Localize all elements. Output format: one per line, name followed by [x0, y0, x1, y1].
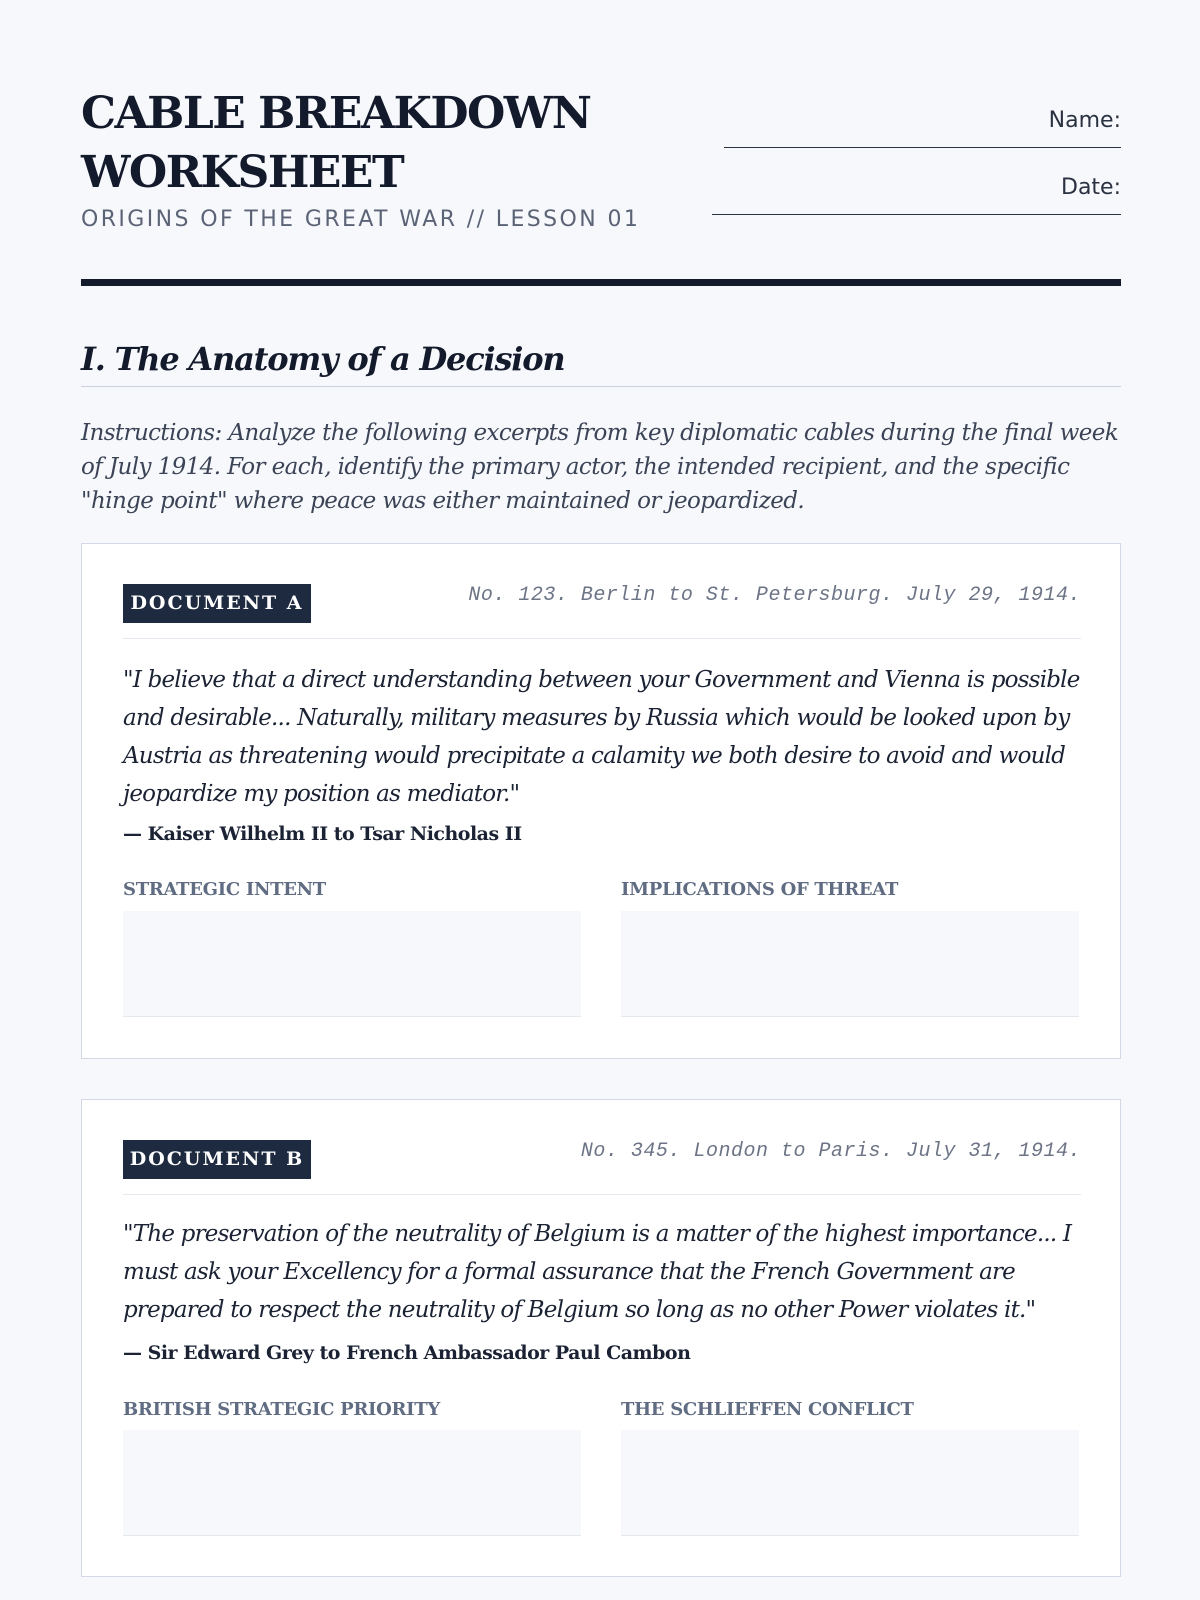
implications-of-threat-answer-box[interactable] [621, 911, 1079, 1017]
strategic-intent-answer-box[interactable] [123, 911, 581, 1017]
document-tag: DOCUMENT A [123, 584, 311, 623]
document-tag: DOCUMENT B [123, 1140, 311, 1179]
document-quote: "The preservation of the neutrality of Belgium is a matter of the highest importance... I must ask your Excellency for a formal assurance that the French Government are prepared to respect the neutrality of Belgium so long as no other Power violates it." [123, 1221, 1072, 1323]
british-strategic-priority-label: BRITISH STRATEGIC PRIORITY [123, 1399, 440, 1420]
name-label: Name: [1048, 108, 1121, 133]
section-title: I. The Anatomy of a Decision [81, 340, 1121, 387]
date-line[interactable] [712, 214, 1121, 215]
document-header [123, 1140, 1081, 1195]
date-field[interactable] [712, 175, 1121, 215]
document-meta: No. 123. Berlin to St. Petersburg. July 29, 1914. [468, 584, 1081, 607]
implications-of-threat-label: IMPLICATIONS OF THREAT [621, 879, 899, 900]
strategic-intent-label: STRATEGIC INTENT [123, 879, 326, 900]
document-attribution: — Kaiser Wilhelm II to Tsar Nicholas II [123, 823, 522, 845]
instructions: Instructions: Analyze the following excerpts from key diplomatic cables during the final week of July 1914. For each, identify the primary actor, the intended recipient, and the specific "hinge point" where peace was either maintained or jeopardized. [81, 420, 1119, 514]
document-card-b [81, 1099, 1121, 1577]
document-header [123, 584, 1081, 639]
worksheet-header [81, 84, 1121, 244]
document-meta: No. 345. London to Paris. July 31, 1914. [580, 1140, 1081, 1163]
document-quote: "I believe that a direct understanding between your Government and Vienna is possible and desirable... Naturally, military measures by Russia which would be looked upon by Austria as threatening would precipitate a calamity we both desire to avoid and would jeopardize my position as mediator." [123, 667, 1080, 807]
document-attribution: — Sir Edward Grey to French Ambassador Paul Cambon [123, 1342, 691, 1364]
name-field[interactable] [724, 108, 1121, 148]
header-divider [81, 279, 1121, 286]
schlieffen-conflict-label: THE SCHLIEFFEN CONFLICT [621, 1399, 914, 1420]
name-line[interactable] [724, 147, 1121, 148]
date-label: Date: [1061, 175, 1121, 200]
schlieffen-conflict-answer-box[interactable] [621, 1430, 1079, 1536]
document-card-a [81, 543, 1121, 1059]
british-strategic-priority-answer-box[interactable] [123, 1430, 581, 1536]
worksheet-title: CABLE BREAKDOWN WORKSHEET [81, 88, 591, 198]
worksheet-subtitle: ORIGINS OF THE GREAT WAR // LESSON 01 [81, 207, 641, 232]
